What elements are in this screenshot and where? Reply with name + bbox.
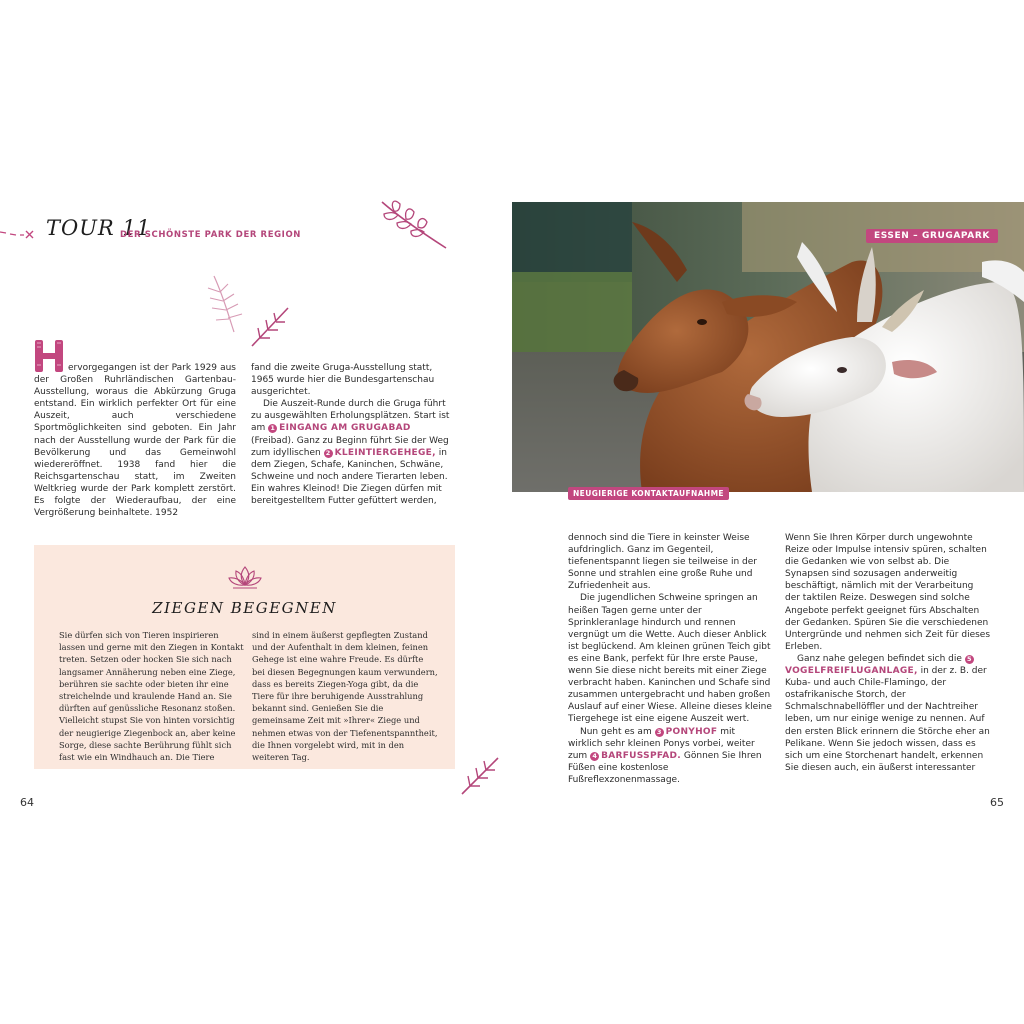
- text-column-right-2: [785, 532, 991, 774]
- station-marker-5: 5: [965, 655, 974, 664]
- text-run: Die Auszeit-Runde durch die Gruga führt zu ausgewählten Erholungsplätzen. Start ist am: [251, 399, 450, 434]
- text-run: Ganz nahe gelegen befindet sich die: [797, 653, 962, 664]
- lotus-icon: [227, 563, 263, 591]
- page-number-right: 65: [990, 796, 1004, 809]
- station-marker-3: 3: [655, 728, 664, 737]
- station-name-1: EINGANG AM GRUGABAD: [279, 423, 411, 434]
- station-marker-4: 4: [590, 752, 599, 761]
- text-run: mit wirklich sehr kleinen Ponys vorbei, weiter zum: [568, 726, 755, 761]
- station-name-3: PONYHOF: [665, 726, 718, 737]
- fern-sketch-icon: [204, 274, 248, 334]
- station-name-4: BARFUSSPFAD.: [601, 750, 682, 761]
- station-name-2: KLEINTIERGEHEGE,: [334, 447, 436, 458]
- station-marker-1: 1: [268, 424, 277, 433]
- goats-photo: [512, 202, 1024, 492]
- text-column-left-2: [251, 362, 454, 507]
- text-column-left-1: [34, 362, 236, 519]
- intro-paragraph: ervorgegangen ist der Park 1929 aus der Großen Ruhrländischen Gartenbau-Ausstellung, woraus die Abkürzung Gruga entstand. Ein wirklich perfekter Ort für eine Auszeit, auch verschiedene Sportmöglichkeiten sind geboten. Ein Jahr nach der Ausstellung wurde der Park für die Bevölkerung und das Gemeinwohl wiedereröffnet. 1938 fand hier die Reichsgartenschau statt, im Zweiten Weltkrieg wurde der Park komplett zerstört. Es folgte der Wiederaufbau, der eine Vergrößerung beinhaltete. 1952: [34, 363, 236, 519]
- paragraph: fand die zweite Gruga-Ausstellung statt, 1965 wurde hier die Bundesgartenschau ausgerichtet.: [251, 363, 435, 398]
- box-title: ZIEGEN BEGEGNEN: [152, 599, 337, 617]
- box-text-column-1: Sie dürfen sich von Tieren inspirieren lassen und gerne mit den Ziegen in Kontakt treten. Setzen oder hocken Sie sich nach langsamer Annäherung neben eine Ziege, berühren sie sachte oder bieten ihr eine streichelnde und kraulende Hand an. Sie dürften auf genüssliche Resonanz stoßen. Vielleicht stupst Sie von hinten vorsichtig der neugierige Ziegenbock an, aber keine Sorge, diese sachte Berührung fühlt sich fast wie ein Windhauch an. Die Tiere: [59, 630, 244, 763]
- goats-image: [512, 202, 1024, 492]
- paragraph: Die jugendlichen Schweine springen an heißen Tagen gerne unter der Sprinkleranlage hindurch und rennen vergnügt um die Wette. Auch dieser Anblick ist beglückend. Am kleinen grünen Teich gibt es eine Bank, perfekt für Ihre erste Pause, wenn Sie diese nicht bereits mit einer Ziege verbracht haben. Kaninchen und Schafe sind zusammen untergebracht und haben großen Auslauf auf einer Wiese. Alleine dieses kleine Tiergehege ist eine eigene Auszeit wert.: [568, 593, 772, 725]
- text-run: in dem Ziegen, Schafe, Kaninchen, Schwäne, Schweine und noch andere Tierarten leben. Ein wahres Kleinod! Die Ziegen dürfen mit bereitgestelltem Futter gefüttert werden,: [251, 447, 448, 507]
- paragraph-stations: [251, 398, 454, 507]
- text-run: Nun geht es am: [580, 726, 652, 737]
- box-text-column-2: sind in einem äußerst gepflegten Zustand und der Aufenthalt in dem kleinen, feinen Gehege ist eine wahre Freude. Es dürfte bei diesen Begegnungen kaum verwundern, dass es bereits Ziegen-Yoga gibt, da die Tiere für ihre beruhigende Ausstrahlung bekannt sind. Genießen Sie die gemeinsame Zeit mit »Ihrer« Ziege und nehmen etwas von der Tiefenentspanntheit, die Ihnen vorgelebt wird, mit in den weiteren Tag.: [252, 630, 438, 763]
- text-run: (Freibad). Ganz zu Beginn führt Sie der Weg zum idyllischen: [251, 435, 449, 458]
- dashed-path-icon: [0, 222, 34, 242]
- fern-bottom-icon: [460, 756, 500, 796]
- tour-subtitle: DER SCHÖNSTE PARK DER REGION: [120, 230, 301, 240]
- page-number-left: 64: [20, 796, 34, 809]
- paragraph: dennoch sind die Tiere in keinster Weise aufdringlich. Ganz im Gegenteil, tiefenentspannt liegen sie teilweise in der Sonne und strahlen eine große Ruhe und Zufriedenheit aus.: [568, 533, 757, 592]
- text-run: Gönnen Sie Ihren Füßen eine kostenlose Fußreflexzonenmassage.: [568, 750, 762, 785]
- paragraph-stations: [785, 653, 991, 774]
- tour-title: TOUR 11: [46, 216, 152, 240]
- photo-caption: NEUGIERIGE KONTAKTAUFNAHME: [568, 487, 729, 500]
- paragraph: Wenn Sie Ihren Körper durch ungewohnte Reize oder Impulse intensiv spüren, schalten die Gedanken wie von selbst ab. Die Synapsen sind sozusagen anderweitig beschäftigt, nämlich mit der Verarbeitung der taktilen Reize. Deswegen sind solche Angebote perfekt geeignet fürs Abschalten der Gedanken. Spüren Sie die verschiedenen Untergründe und nehmen sich Zeit für dieses Erleben.: [785, 533, 991, 652]
- station-marker-2: 2: [324, 449, 333, 458]
- fern-icon: [250, 306, 290, 348]
- leaf-branch-icon: [380, 200, 450, 252]
- text-column-right-1: [568, 532, 772, 786]
- info-box: [34, 545, 455, 769]
- location-tag: ESSEN – GRUGAPARK: [866, 229, 998, 243]
- station-name-5: VOGELFREIFLUGANLAGE,: [785, 666, 918, 677]
- text-run: in der z. B. der Kuba- und auch Chile-Flamingo, der ostafrikanische Storch, der Schmalschnabellöffler und der Nachtreiher leben, um nur einige wenige zu nennen. Auf den ersten Blick erinnern die Störche eher an Pelikane. Wenn Sie jedoch wissen, dass es sich um eine Storchenart handelt, erkennen Sie diesen auch, ein äußerst interessanter: [785, 666, 990, 773]
- paragraph-stations: [568, 726, 772, 786]
